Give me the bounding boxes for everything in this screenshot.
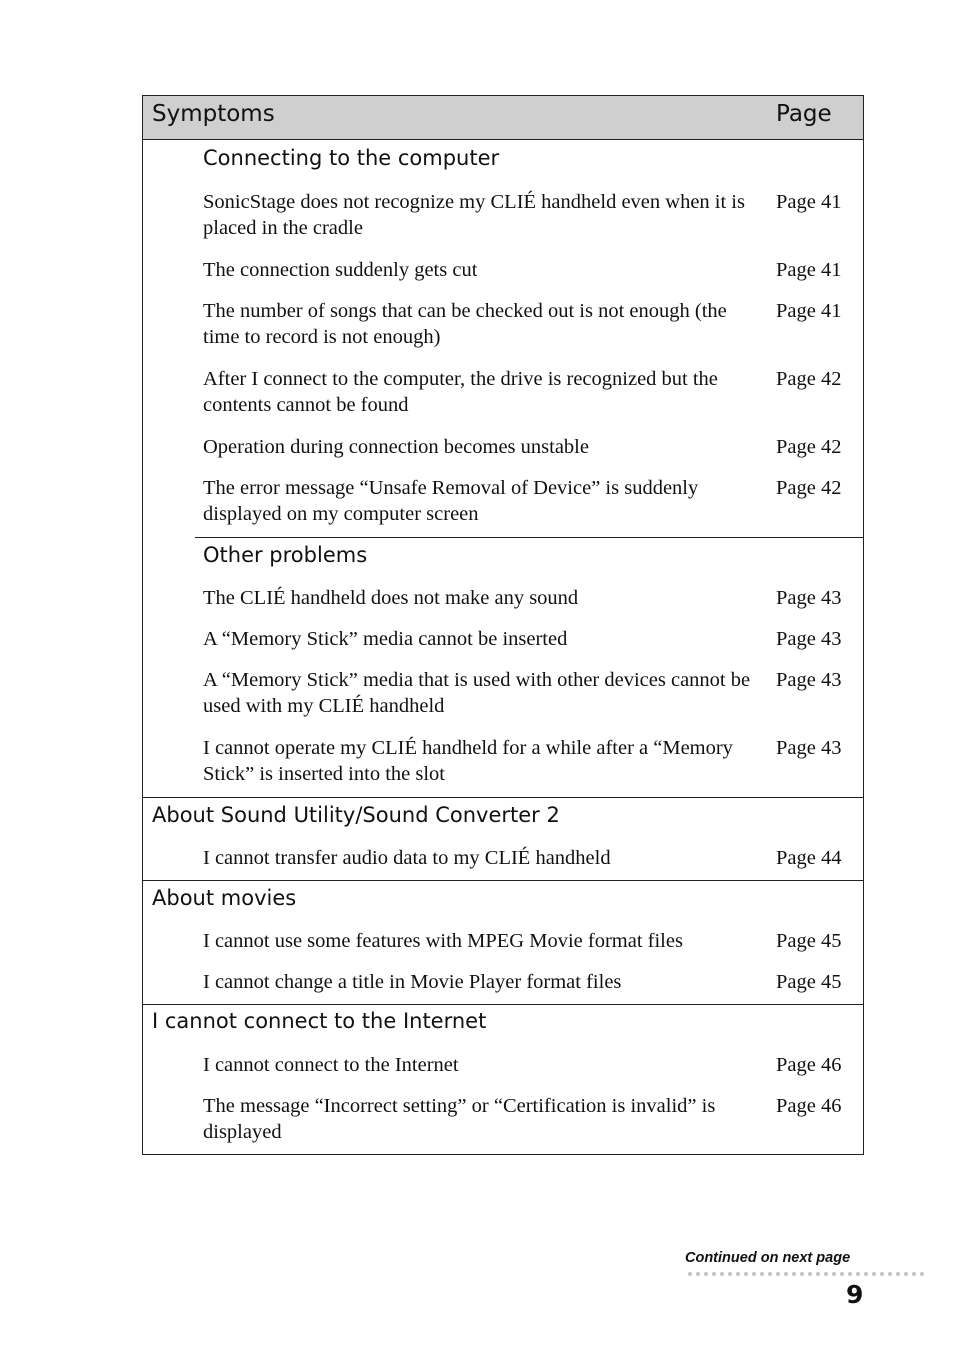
symptom-text: The message “Incorrect setting” or “Certification is invalid” is displayed bbox=[203, 1095, 716, 1143]
page-reference: Page 43 bbox=[776, 737, 842, 759]
symptom-text: The connection suddenly gets cut bbox=[203, 259, 478, 281]
page-number: 9 bbox=[846, 1280, 864, 1309]
page-reference: Page 45 bbox=[776, 930, 842, 952]
section-divider bbox=[143, 1004, 863, 1005]
symptom-text: I cannot change a title in Movie Player format files bbox=[203, 971, 622, 993]
page-reference: Page 42 bbox=[776, 477, 842, 499]
dotted-divider bbox=[686, 1270, 926, 1278]
section-title-about-movies: About movies bbox=[152, 886, 297, 910]
symptom-text: A “Memory Stick” media cannot be inserted bbox=[203, 628, 568, 650]
page-reference: Page 41 bbox=[776, 259, 842, 281]
page-reference: Page 42 bbox=[776, 436, 842, 458]
symptom-text: A “Memory Stick” media that is used with other devices cannot be used with my CLIÉ handheld bbox=[203, 669, 751, 717]
section-title-connecting: Connecting to the computer bbox=[203, 146, 500, 170]
symptom-text: I cannot connect to the Internet bbox=[203, 1054, 459, 1076]
section-divider bbox=[195, 537, 863, 538]
page-column-header: Page bbox=[776, 101, 832, 127]
continued-on-next-page: Continued on next page bbox=[685, 1250, 851, 1266]
symptom-text: I cannot use some features with MPEG Movie format files bbox=[203, 930, 683, 952]
symptom-text: Operation during connection becomes unstable bbox=[203, 436, 589, 458]
page-reference: Page 46 bbox=[776, 1054, 842, 1076]
page-reference: Page 46 bbox=[776, 1095, 842, 1117]
symptom-text: After I connect to the computer, the drive is recognized but the contents cannot be found bbox=[203, 368, 718, 416]
section-divider bbox=[143, 880, 863, 881]
page-reference: Page 43 bbox=[776, 628, 842, 650]
page-reference: Page 44 bbox=[776, 847, 842, 869]
symptom-text: The CLIÉ handheld does not make any sound bbox=[203, 587, 579, 609]
page-reference: Page 42 bbox=[776, 368, 842, 390]
page-reference: Page 41 bbox=[776, 300, 842, 322]
page-reference: Page 43 bbox=[776, 669, 842, 691]
section-title-internet: I cannot connect to the Internet bbox=[152, 1009, 487, 1033]
page-reference: Page 43 bbox=[776, 587, 842, 609]
section-divider bbox=[143, 797, 863, 798]
symptoms-column-header: Symptoms bbox=[152, 101, 275, 127]
section-title-other-problems: Other problems bbox=[203, 543, 368, 567]
symptom-text: The number of songs that can be checked out is not enough (the time to record is not enough) bbox=[203, 300, 727, 348]
section-title-sound-utility: About Sound Utility/Sound Converter 2 bbox=[152, 803, 560, 827]
symptom-text: I cannot transfer audio data to my CLIÉ handheld bbox=[203, 847, 611, 869]
troubleshooting-table bbox=[142, 95, 864, 1155]
page-reference: Page 41 bbox=[776, 191, 842, 213]
page-reference: Page 45 bbox=[776, 971, 842, 993]
symptom-text: SonicStage does not recognize my CLIÉ handheld even when it is placed in the cradle bbox=[203, 191, 745, 239]
table-header bbox=[143, 96, 863, 140]
symptom-text: I cannot operate my CLIÉ handheld for a while after a “Memory Stick” is inserted into the slot bbox=[203, 737, 733, 785]
symptom-text: The error message “Unsafe Removal of Device” is suddenly displayed on my computer screen bbox=[203, 477, 699, 525]
